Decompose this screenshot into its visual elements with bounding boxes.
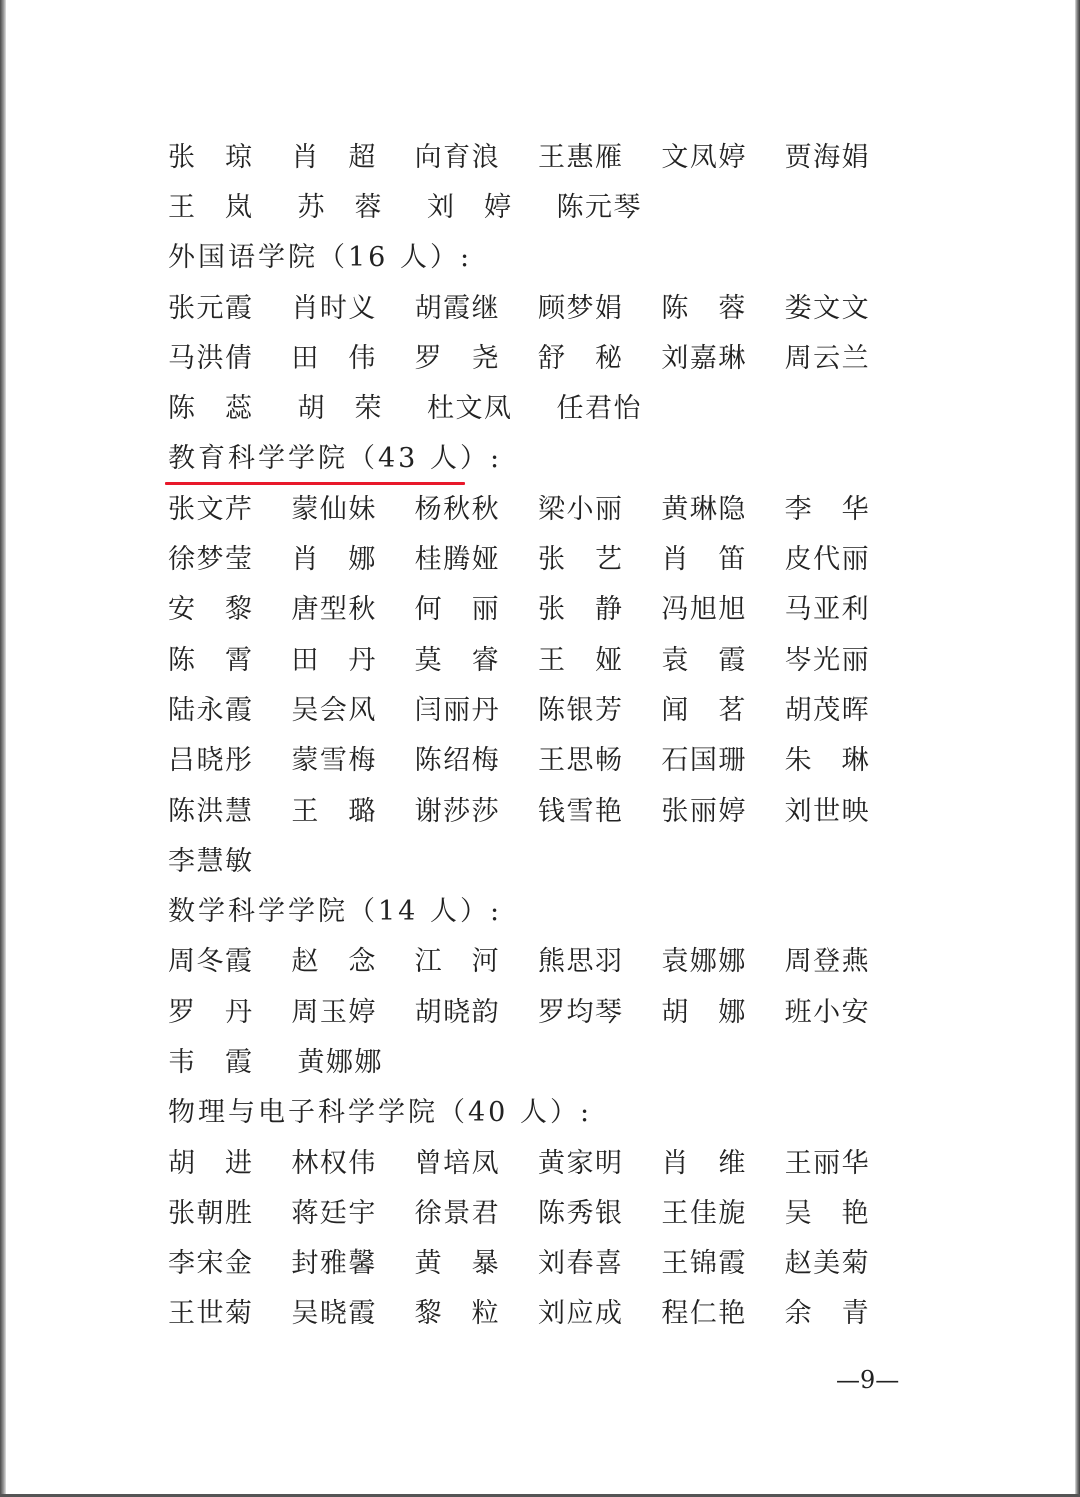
person-name: 赵 美 菊	[784, 1248, 869, 1280]
person-name: 王 佳 旎	[661, 1197, 746, 1229]
names-row	[168, 1286, 908, 1336]
person-name: 袁 娜 娜	[661, 946, 746, 978]
names-row	[168, 179, 908, 229]
person-name: 闫 丽 丹	[414, 694, 499, 726]
person-name: 黄 琳 隐	[661, 493, 746, 525]
person-name: 杜 文 凤	[427, 393, 511, 425]
person-name: 莫 睿	[414, 644, 499, 676]
person-name: 马 亚 利	[784, 594, 869, 626]
person-name: 罗 丹	[168, 996, 252, 1028]
names-row	[168, 481, 908, 531]
person-name: 周 玉 婷	[291, 996, 376, 1028]
person-name: 周 登 燕	[784, 946, 869, 978]
person-name: 陈 秀 银	[537, 1197, 622, 1229]
person-name: 班 小 安	[784, 996, 869, 1028]
person-name: 刘 世 映	[784, 795, 869, 827]
section-heading	[168, 230, 908, 280]
person-name: 张 静	[537, 594, 622, 626]
person-name: 刘 嘉 琳	[661, 342, 746, 374]
person-name: 胡 茂 晖	[784, 694, 869, 726]
names-row	[168, 582, 908, 632]
names-row	[168, 682, 908, 732]
person-name: 安 黎	[168, 594, 252, 626]
person-name: 刘 婷	[427, 191, 511, 223]
person-name: 谢 莎 莎	[414, 795, 499, 827]
person-name: 马 洪 倩	[168, 342, 252, 374]
person-name: 王 世 菊	[168, 1298, 252, 1330]
person-name: 封 雅 馨	[291, 1248, 376, 1280]
person-name: 张 艺	[537, 544, 622, 576]
person-name: 王 思 畅	[537, 745, 622, 777]
person-name: 任 君 怡	[556, 393, 641, 425]
person-name: 胡 荣	[297, 393, 382, 425]
names-row	[168, 280, 908, 330]
person-name: 李 宋 金	[168, 1248, 252, 1280]
person-name: 林 权 伟	[291, 1147, 376, 1179]
section-heading-text: 外国语学院（16 人）:	[168, 242, 473, 274]
person-name: 张 丽 婷	[661, 795, 746, 827]
names-row	[168, 984, 908, 1034]
names-row	[168, 632, 908, 682]
name-list	[168, 129, 908, 1336]
person-name: 胡 娜	[661, 996, 746, 1028]
person-name: 吴 艳	[784, 1197, 869, 1229]
section-heading	[168, 883, 908, 933]
person-name: 舒 秘	[537, 342, 622, 374]
person-name: 何 丽	[414, 594, 499, 626]
section-heading-text: 数学科学学院（14 人）:	[168, 896, 503, 928]
person-name: 肖 笛	[661, 544, 746, 576]
names-row	[168, 934, 908, 984]
person-name: 罗 尧	[414, 342, 499, 374]
person-name: 苏 蓉	[297, 191, 382, 223]
names-row	[168, 1034, 908, 1084]
names-row	[168, 833, 908, 883]
person-name: 张 朝 胜	[168, 1197, 252, 1229]
person-name: 肖 维	[661, 1147, 746, 1179]
person-name: 蒋 廷 宇	[291, 1197, 376, 1229]
person-name: 张 元 霞	[168, 292, 252, 324]
person-name: 陈 洪 慧	[168, 795, 252, 827]
person-name: 陈 蕊	[168, 393, 252, 425]
person-name: 周 冬 霞	[168, 946, 252, 978]
person-name: 蒙 仙 妹	[291, 493, 376, 525]
red-underline-mark	[165, 482, 465, 485]
person-name: 田 丹	[291, 644, 376, 676]
person-name: 曾 培 凤	[414, 1147, 499, 1179]
section-heading-text: 教育科学学院（43 人）:	[168, 436, 502, 475]
person-name: 吴 会 风	[291, 694, 376, 726]
person-name: 陆 永 霞	[168, 694, 252, 726]
names-row	[168, 1135, 908, 1185]
person-name: 文 凤 婷	[661, 141, 746, 173]
person-name: 石 国 珊	[661, 745, 746, 777]
person-name: 桂 腾 娅	[414, 544, 499, 576]
person-name: 向 育 浪	[414, 141, 499, 173]
section-heading	[168, 431, 908, 481]
page-number: —9—	[836, 1366, 900, 1394]
person-name: 吕 晓 彤	[168, 745, 252, 777]
person-name: 岑 光 丽	[784, 644, 869, 676]
person-name: 胡 霞 继	[414, 292, 499, 324]
person-name: 梁 小 丽	[537, 493, 622, 525]
names-row	[168, 380, 908, 430]
person-name: 陈 霄	[168, 644, 252, 676]
person-name: 陈 银 芳	[537, 694, 622, 726]
names-row	[168, 129, 908, 179]
person-name: 贾 海 娟	[784, 141, 869, 173]
person-name: 王 岚	[168, 191, 252, 223]
person-name: 张 琼	[168, 141, 252, 173]
person-name: 肖 时 义	[291, 292, 376, 324]
names-row	[168, 783, 908, 833]
person-name: 江 河	[414, 946, 499, 978]
person-name: 刘 应 成	[537, 1298, 622, 1330]
person-name: 韦 霞	[168, 1046, 252, 1078]
page-edge-left	[0, 0, 6, 1497]
person-name: 唐 型 秋	[291, 594, 376, 626]
section-heading	[168, 1085, 908, 1135]
person-name: 余 青	[784, 1298, 869, 1330]
person-name: 王 娅	[537, 644, 622, 676]
page-edge-right	[1075, 0, 1080, 1497]
names-row	[168, 1236, 908, 1286]
person-name: 肖 娜	[291, 544, 376, 576]
names-row	[168, 1185, 908, 1235]
person-name: 李 慧 敏	[168, 845, 252, 877]
person-name: 王 丽 华	[784, 1147, 869, 1179]
person-name: 吴 晓 霞	[291, 1298, 376, 1330]
person-name: 蒙 雪 梅	[291, 745, 376, 777]
section-heading-text: 物理与电子科学学院（40 人）:	[168, 1097, 593, 1129]
person-name: 顾 梦 娟	[537, 292, 622, 324]
person-name: 杨 秋 秋	[414, 493, 499, 525]
person-name: 朱 琳	[784, 745, 869, 777]
person-name: 黄 娜 娜	[297, 1046, 382, 1078]
person-name: 王 惠 雁	[537, 141, 622, 173]
person-name: 徐 梦 莹	[168, 544, 252, 576]
person-name: 徐 景 君	[414, 1197, 499, 1229]
person-name: 周 云 兰	[784, 342, 869, 374]
person-name: 王 锦 霞	[661, 1248, 746, 1280]
person-name: 黎 粒	[414, 1298, 499, 1330]
person-name: 张 文 芹	[168, 493, 252, 525]
person-name: 陈 绍 梅	[414, 745, 499, 777]
person-name: 冯 旭 旭	[661, 594, 746, 626]
person-name: 娄 文 文	[784, 292, 869, 324]
person-name: 熊 思 羽	[537, 946, 622, 978]
person-name: 胡 晓 韵	[414, 996, 499, 1028]
person-name: 黄 暴	[414, 1248, 499, 1280]
person-name: 肖 超	[291, 141, 376, 173]
person-name: 刘 春 喜	[537, 1248, 622, 1280]
person-name: 罗 均 琴	[537, 996, 622, 1028]
names-row	[168, 330, 908, 380]
person-name: 皮 代 丽	[784, 544, 869, 576]
names-row	[168, 531, 908, 581]
person-name: 钱 雪 艳	[537, 795, 622, 827]
person-name: 李 华	[784, 493, 869, 525]
person-name: 陈 元 琴	[556, 191, 641, 223]
person-name: 田 伟	[291, 342, 376, 374]
person-name: 袁 霞	[661, 644, 746, 676]
person-name: 程 仁 艳	[661, 1298, 746, 1330]
person-name: 陈 蓉	[661, 292, 746, 324]
names-row	[168, 733, 908, 783]
person-name: 黄 家 明	[537, 1147, 622, 1179]
person-name: 闻 茗	[661, 694, 746, 726]
person-name: 赵 念	[291, 946, 376, 978]
person-name: 王 璐	[291, 795, 376, 827]
person-name: 胡 进	[168, 1147, 252, 1179]
